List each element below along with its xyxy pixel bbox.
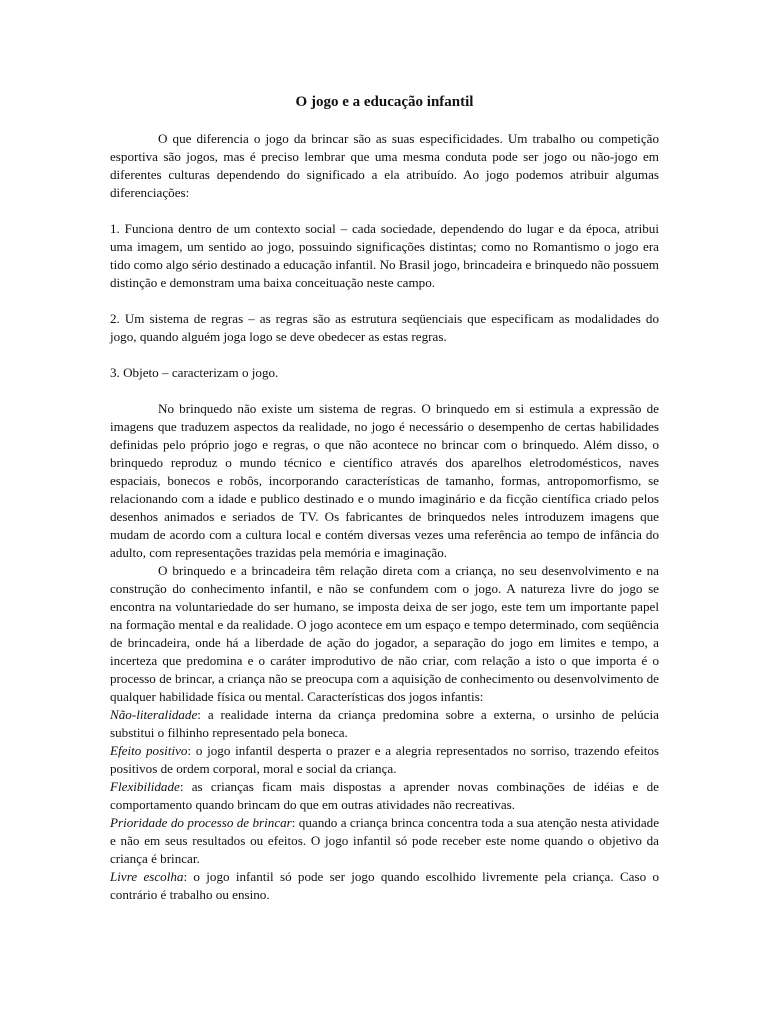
intro-paragraph: O que diferencia o jogo da brincar são as suas especificidades. Um trabalho ou competição esportiva são jogos, mas é preciso lembrar que uma mesma conduta pode ser jogo ou não-jogo em diferentes culturas dependendo do significado a ela atribuído. Ao jogo podemos atribuir algumas diferenciações: [110,131,659,200]
brincadeira-paragraph: O brinquedo e a brincadeira têm relação direta com a criança, no seu desenvolvimento e na construção do conhecimento infantil, e não se confundem com o jogo. A natureza livre do jogo se encontra na voluntariedade do ser humano, se imposta deixa de ser jogo, este tem um importante papel na formação mental e da realidade. O jogo acontece em um espaço e tempo determinado, com seqüência de brincadeira, onde há a liberdade de ação do jogador, a separação do jogo em limites e tempo, a incerteza que predomina e o caráter improdutivo de não criar, com relação a isto o que importa é o processo de brincar, a criança não se preocupa com a aquisição de conhecimento ou desenvolvimento de qualquer habilidade física ou mental. Características dos jogos infantis: [110,563,659,704]
characteristic-item [110,778,659,814]
characteristic-item [110,706,659,742]
characteristic-text: : as crianças ficam mais dispostas a aprender novas combinações de idéias e de comportamento quando brincam do que em outras atividades não recreativas. [110,779,659,812]
characteristic-term: Flexibilidade [110,779,180,794]
characteristic-term: Efeito positivo [110,743,188,758]
list-item-3: 3. Objeto – caracterizam o jogo. [110,365,279,380]
list-item-1: 1. Funciona dentro de um contexto social – cada sociedade, dependendo do lugar e da época, atribui uma imagem, um sentido ao jogo, possuindo significações distintas; como no Romantismo o jogo era tido como algo sério destinado a educação infantil. No Brasil jogo, brincadeira e brinquedo não possuem distinção e demonstram uma baixa conceituação neste campo. [110,221,659,290]
characteristic-text: : a realidade interna da criança predomina sobre a externa, o ursinho de pelúcia substitui o filhinho representado pela boneca. [110,707,659,740]
characteristic-item [110,814,659,868]
brinquedo-paragraph: No brinquedo não existe um sistema de regras. O brinquedo em si estimula a expressão de imagens que traduzem aspectos da realidade, no jogo é necessário o desempenho de certas habilidades definidas pelo próprio jogo e regras, o que não acontece no brincar com o brinquedo. Além disso, o brinquedo reproduz o mundo técnico e científico através dos aparelhos eletrodomésticos, naves espaciais, bonecos e robôs, incorporando características de tamanho, formas, antropomorfismo, se relacionando com a idade e publico destinado e o mundo imaginário e da ficção científica criado pelos desenhos animados e seriados de TV. Os fabricantes de brinquedos neles introduzem imagens que mudam de acordo com a cultura local e contém diversas vezes uma referência ao tempo de infância do adulto, com representações trazidas pela memória e imaginação. [110,401,659,560]
document-page [110,92,659,904]
characteristic-text: : o jogo infantil só pode ser jogo quando escolhido livremente pela criança. Caso o contrário é trabalho ou ensino. [110,869,659,902]
document-title: O jogo e a educação infantil [295,94,474,110]
characteristic-term: Não-literalidade [110,707,198,722]
characteristic-term: Livre escolha [110,869,184,884]
characteristic-item [110,742,659,778]
list-item-2: 2. Um sistema de regras – as regras são as estrutura seqüenciais que especificam as modalidades do jogo, quando alguém joga logo se deve obedecer as estas regras. [110,311,659,344]
characteristic-text: : o jogo infantil desperta o prazer e a alegria representados no sorriso, trazendo efeitos positivos de ordem corporal, moral e social da criança. [110,743,659,776]
characteristic-term: Prioridade do processo de brincar [110,815,292,830]
characteristic-text: : quando a criança brinca concentra toda a sua atenção nesta atividade e não em seus resultados ou efeitos. O jogo infantil só pode receber este nome quando o objetivo da criança é brincar. [110,815,660,866]
characteristic-item [110,868,659,904]
